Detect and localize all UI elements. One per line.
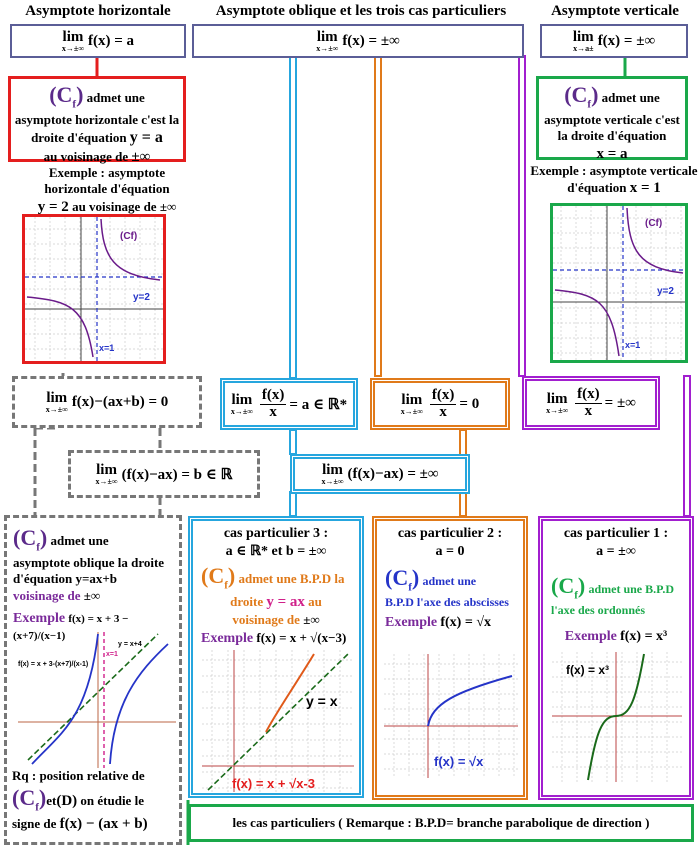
limit-expression: (f(x)−ax) = b ∈ ℝ (121, 466, 233, 483)
case-condition: a ∈ ℝ* et b = ±∞ (225, 543, 327, 559)
limit-operator: lim x→±∞ (45, 389, 68, 414)
def-text: voisinage de ±∞ (232, 611, 320, 627)
cf-label: $(C_f)$ (49, 82, 84, 111)
ratio-a-box (220, 378, 358, 430)
def-text: admet une B.P.D la (238, 571, 345, 586)
graph-function-label: f(x) = x + √x-3 (232, 776, 316, 791)
graph-line-label: y = x+4 (118, 641, 142, 648)
def-text: admet une (422, 574, 477, 588)
graph-function-label: f(x) = x + 3-(x+7)/(x-1) (18, 661, 89, 668)
def-text: asymptote horizontale c'est la droite d'équation y = a (14, 112, 180, 147)
limit-operator: lim x→±∞ (321, 461, 344, 486)
vertical-graph-svg (553, 206, 685, 360)
limit-operator: lim x→a± (572, 28, 594, 53)
def-text: admet une B.P.D (588, 582, 675, 596)
footer-text: les cas particuliers ( Remarque : B.P.D= branche parabolique de direction ) (232, 814, 650, 830)
cf-label: $(C_f)$ (385, 565, 420, 594)
limit-operator: lim x→±∞ (546, 390, 569, 415)
vertical-example-text: Exemple : asymptote verticale d'équation x = 1 (530, 163, 698, 197)
def-text: asymptote verticale c'est la droite d'équation (544, 112, 680, 144)
vertical-graph (550, 203, 688, 363)
def-text: l'axe des ordonnés (551, 603, 646, 618)
case-title: cas particulier 3 : (223, 526, 329, 541)
limit-expression: f(x)−(ax+b) = 0 (71, 393, 169, 410)
def-text: B.P.D l'axe des abscisses (385, 595, 509, 610)
limit-operator: lim x→±∞ (230, 391, 253, 416)
remark-text: signe de f(x) − (ax + b) (12, 816, 148, 833)
cf-label: $(C_f)$ (564, 82, 599, 111)
graph-asymptote-label: y=2 (657, 286, 674, 297)
example-row: Exemple f(x) = x + 3 − (x+7)/(x−1) (13, 610, 129, 643)
limit-rhs: = a ∈ ℝ* (289, 396, 348, 413)
b-inf-box (290, 454, 470, 494)
graph-asymptote-label: x=1 (106, 651, 118, 658)
remark-text: Rq : position relative de (12, 768, 145, 783)
graph-function-label: f(x) = √x (434, 754, 484, 769)
def-text: asymptote oblique la droite d'équation y=ax+b (13, 555, 165, 587)
graph-line-label: y = x (306, 693, 338, 709)
def-text: droite y = ax au (230, 594, 322, 611)
def-equation: x = a (596, 145, 628, 162)
case3-graph (202, 650, 354, 792)
example-row: Exemple f(x) = x³ (564, 629, 668, 645)
limit-expression: f(x) = a (88, 32, 135, 49)
remark-box (12, 768, 178, 834)
horizontal-example-text: Exemple : asymptote horizontale d'équation y = 2 au voisinage de ±∞ (37, 165, 177, 215)
horizontal-graph (22, 214, 166, 364)
case-title: cas particulier 1 : (563, 526, 669, 541)
fraction: $\frac{f(x)}{x}$ (261, 386, 285, 420)
example-row: Exemple f(x) = x + √(x−3) (201, 630, 347, 647)
oblique-graph (18, 632, 176, 768)
vertical-definition-box (536, 76, 688, 160)
case-condition: a = ±∞ (596, 543, 636, 559)
limit-rhs: = ±∞ (604, 394, 636, 411)
b-limit-box (68, 450, 260, 498)
limit-horizontal-box (10, 24, 186, 58)
limit-expression: f(x) = ±∞ (597, 32, 656, 49)
graph-asymptote-label: y=2 (133, 292, 150, 303)
ratio-zero-box (370, 378, 510, 430)
def-text: voisinage de ±∞ (13, 587, 101, 603)
limit-operator: lim x→±∞ (95, 461, 118, 486)
limit-expression: f(x) = ±∞ (342, 32, 400, 49)
graph-cf-label: (Cf) (120, 231, 138, 242)
graph-asymptote-label: x=1 (625, 340, 641, 350)
cf-label: $(C_f)$ (13, 525, 48, 554)
limit-operator: lim x→±∞ (61, 28, 85, 53)
graph-cf-label: (Cf) (645, 218, 663, 229)
title-oblique: Asymptote oblique et les trois cas particuliers (215, 3, 507, 19)
horizontal-graph-svg (25, 217, 163, 361)
horizontal-definition-box (8, 76, 186, 166)
title-horizontal: Asymptote horizontale (25, 3, 171, 19)
footer-note (188, 804, 694, 842)
def-text: admet une (50, 533, 109, 548)
limit-operator: lim x→±∞ (400, 391, 423, 416)
limit-operator: lim x→±∞ (316, 28, 339, 53)
def-text: au voisinage de ±∞ (43, 149, 151, 166)
fraction: $\frac{f(x)}{x}$ (577, 385, 600, 419)
cf-label: $(C_f)$ (551, 573, 586, 602)
example-row: Exemple f(x) = √x (385, 615, 492, 631)
case-title: cas particulier 2 : (397, 526, 503, 541)
graph-asymptote-label: x=1 (99, 343, 115, 353)
cf-label: $(C_f)$ (201, 563, 236, 592)
case-condition: a = 0 (435, 543, 465, 559)
limit-vertical-box (540, 24, 688, 58)
limit-rhs: = 0 (459, 395, 480, 412)
case1-graph (552, 652, 682, 782)
graph-function-label: f(x) = x³ (566, 663, 610, 677)
def-text: admet une (86, 90, 145, 105)
case2-graph (384, 654, 518, 778)
oblique-limit-box (12, 376, 202, 428)
ratio-inf-box (522, 376, 660, 430)
limit-center-box (192, 24, 524, 58)
limit-expression: (f(x)−ax) = ±∞ (347, 465, 439, 482)
title-vertical: Asymptote verticale (551, 3, 679, 19)
remark-text: $(C_f)et(D)$ on étudie le (12, 785, 144, 814)
fraction: $\frac{f(x)}{x}$ (431, 386, 455, 420)
def-text: admet une (601, 90, 660, 105)
